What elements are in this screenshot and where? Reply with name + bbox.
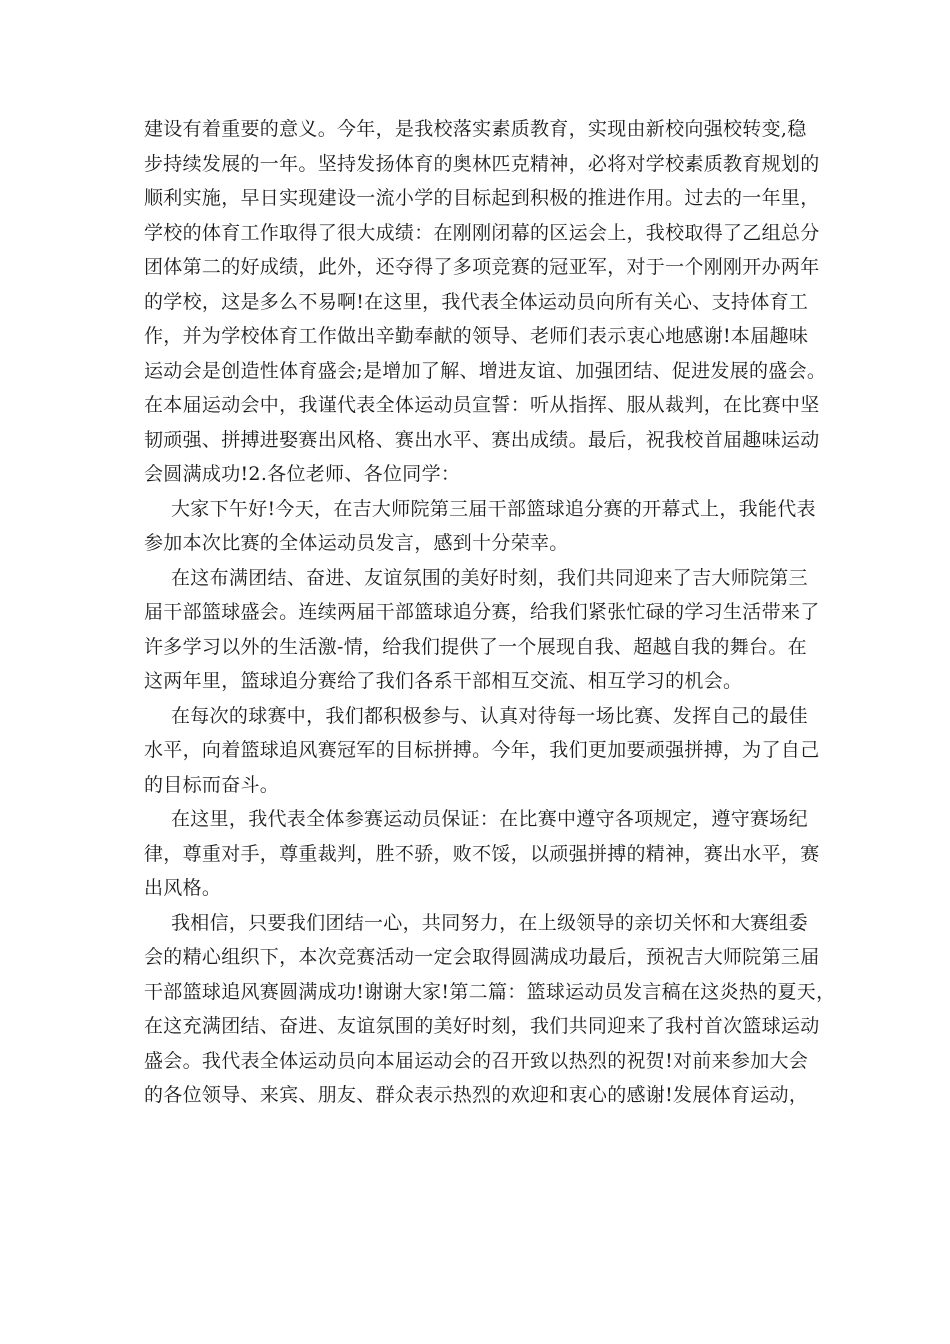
text-line: 届干部篮球盛会。连续两届干部篮球追分赛，给我们紧张忙碌的学习生活带来了 (144, 601, 820, 623)
paragraph (144, 561, 824, 699)
text-line: 学校的体育工作取得了很大成绩：在刚刚闭幕的区运会上，我校取得了乙组总分 (144, 221, 820, 244)
paragraph (144, 699, 824, 803)
text-line: 团体第二的好成绩，此外，还夺得了多项竞赛的冠亚军，对于一个刚刚开办两年 (144, 256, 820, 278)
text-line: 干部篮球追风赛圆满成功!谢谢大家!第二篇：篮球运动员发言稿在这炎热的夏天， (144, 980, 836, 1003)
text-line: 水平，向着篮球追风赛冠军的目标拼搏。今年，我们更加要顽强拼搏，为了自己 (144, 739, 820, 761)
text-line: 大家下午好!今天，在吉大师院第三届干部篮球追分赛的开幕式上，我能代表 (171, 497, 816, 520)
paragraph (144, 802, 824, 906)
text-line: 会圆满成功!2.各位老师、各位同学： (144, 463, 461, 485)
text-line: 的目标而奋斗。 (144, 773, 280, 796)
text-line: 的学校，这是多么不易啊!在这里，我代表全体运动员向所有关心、支持体育工 (144, 290, 809, 313)
text-line: 作，并为学校体育工作做出辛勤奉献的领导、老师们表示衷心地感谢!本届趣味 (144, 325, 809, 347)
text-line: 步持续发展的一年。坚持发扬体育的奥林匹克精神，必将对学校素质教育规划的 (144, 152, 820, 175)
text-line: 运动会是创造性体育盛会;是增加了解、增进友谊、加强团结、促进发展的盛会。 (144, 359, 827, 382)
text-line: 会的精心组织下，本次竞赛活动一定会取得圆满成功最后，预祝吉大师院第三届 (144, 946, 820, 968)
text-line: 许多学习以外的生活激-情，给我们提供了一个展现自我、超越自我的舞台。在 (144, 635, 807, 658)
text-line: 在这布满团结、奋进、友谊氛围的美好时刻，我们共同迎来了吉大师院第三 (171, 566, 808, 589)
text-line: 参加本次比赛的全体运动员发言，感到十分荣幸。 (144, 532, 569, 554)
paragraph (144, 112, 827, 492)
text-line: 的各位领导、来宾、朋友、群众表示热烈的欢迎和衷心的感谢!发展体育运动， (144, 1084, 809, 1106)
text-line: 顺利实施，早日实现建设一流小学的目标起到积极的推进作用。过去的一年里， (144, 187, 820, 209)
text-line: 这两年里，篮球追分赛给了我们各系干部相互交流、相互学习的机会。 (144, 670, 743, 692)
paragraph (144, 906, 836, 1113)
text-line: 盛会。我代表全体运动员向本届运动会的召开致以热烈的祝贺!对前来参加大会 (144, 1049, 809, 1072)
text-line: 在每次的球赛中，我们都积极参与、认真对待每一场比赛、发挥自己的最佳 (171, 704, 808, 727)
text-line: 律，尊重对手，尊重裁判，胜不骄，败不馁，以顽强拼搏的精神，赛出水平，赛 (144, 842, 820, 865)
text-line: 出风格。 (144, 877, 222, 899)
text-line: 建设有着重要的意义。今年，是我校落实素质教育，实现由新校向强校转变,稳 (144, 118, 807, 140)
paragraph (144, 492, 824, 561)
text-line: 我相信，只要我们团结一心，共同努力，在上级领导的亲切关怀和大赛组委 (171, 911, 808, 934)
text-line: 在这里，我代表全体参赛运动员保证：在比赛中遵守各项规定，遵守赛场纪 (171, 808, 808, 830)
text-line: 在本届运动会中，我谨代表全体运动员宣誓：听从指挥、服从裁判，在比赛中坚 (144, 394, 820, 416)
text-line: 韧顽强、拼搏进娶赛出风格、赛出水平、赛出成绩。最后，祝我校首届趣味运动 (144, 428, 820, 451)
text-line: 在这充满团结、奋进、友谊氛围的美好时刻，我们共同迎来了我村首次篮球运动 (144, 1015, 820, 1037)
document-body (144, 112, 836, 1113)
